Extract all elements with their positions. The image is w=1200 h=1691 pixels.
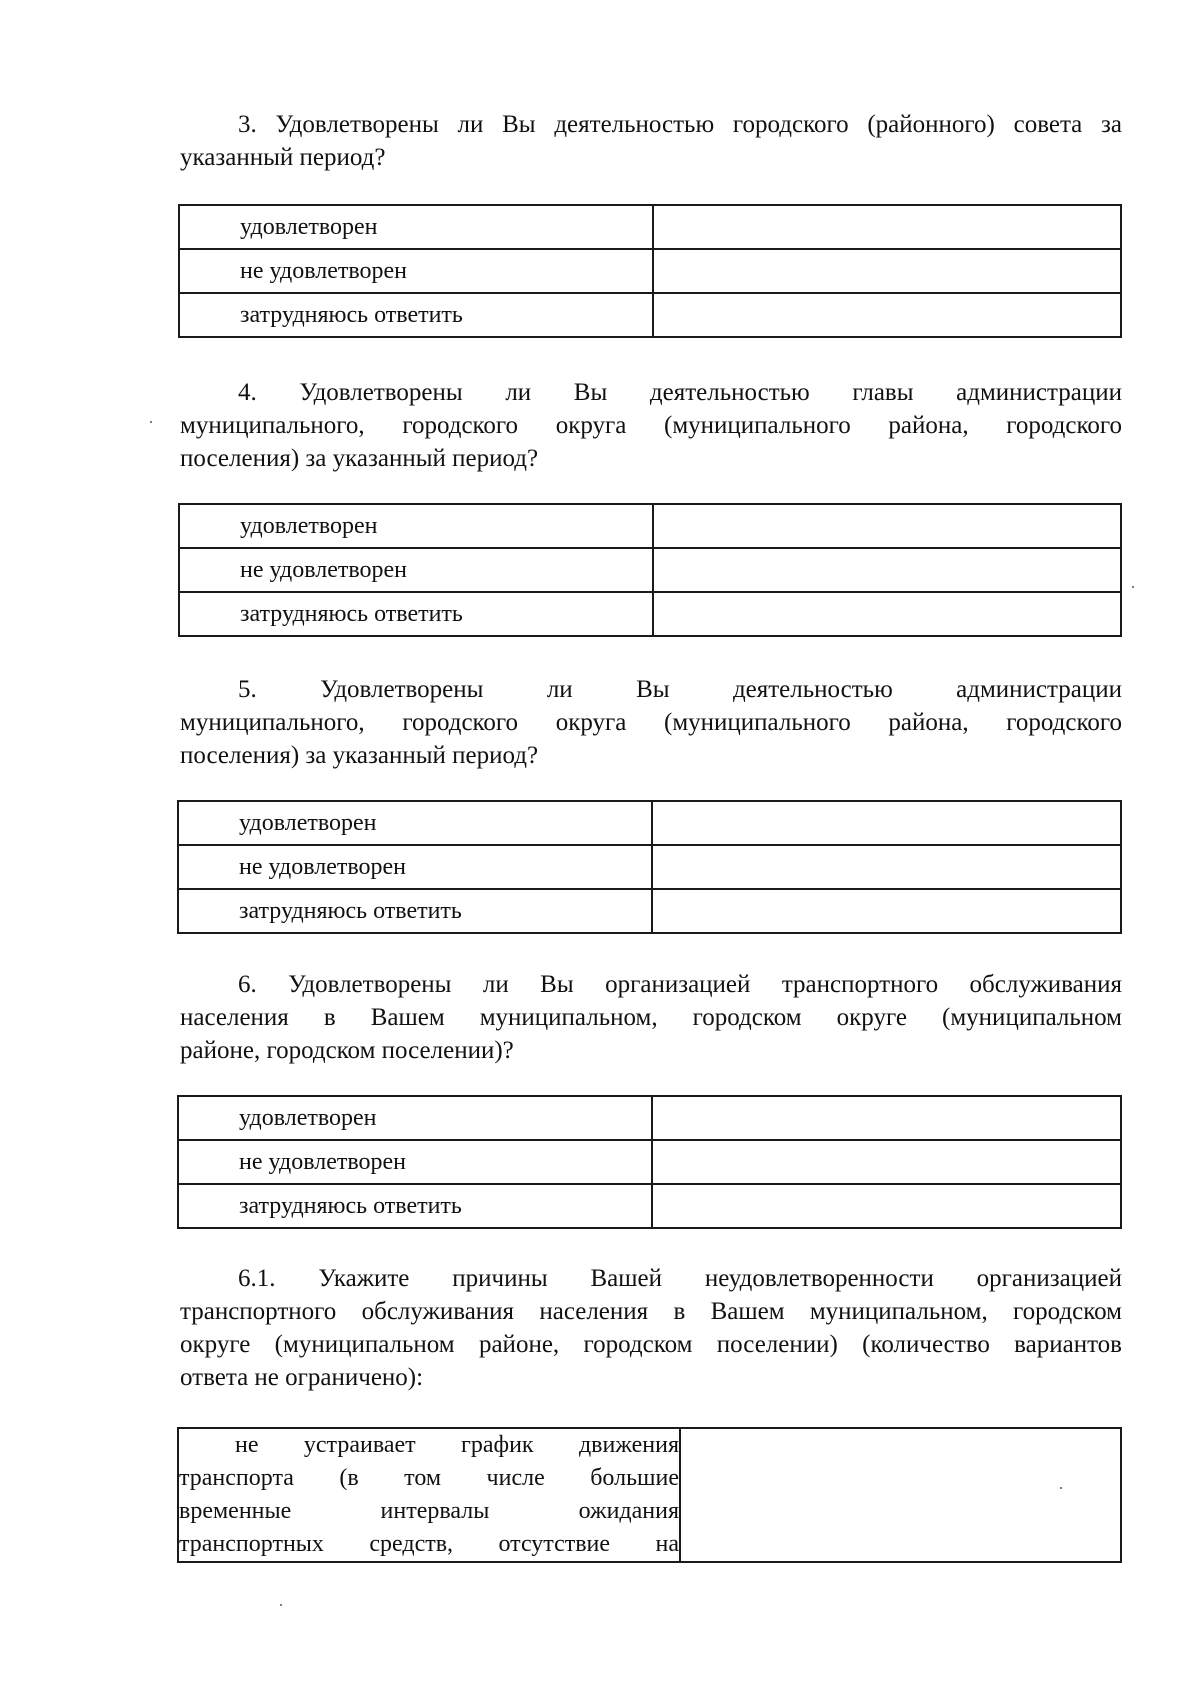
answer-row <box>178 889 1121 933</box>
scan-speck <box>280 1604 282 1606</box>
question-6-line-2: населения в Вашем муниципальном, городском округе (муниципальном <box>180 1004 1122 1031</box>
answer-row <box>178 1140 1121 1184</box>
question-3 <box>180 108 1122 174</box>
question-6-1-line-2: транспортного обслуживания населения в Вашем муниципальном, городском <box>180 1298 1122 1325</box>
answer-row <box>179 249 1121 293</box>
answer-checkbox-cell[interactable] <box>652 1140 1121 1184</box>
answer-row <box>179 504 1121 548</box>
question-5-line-3: поселения) за указанный период? <box>180 742 539 769</box>
answer-row <box>179 548 1121 592</box>
answer-checkbox-cell[interactable] <box>653 504 1121 548</box>
question-6-1 <box>180 1262 1122 1394</box>
scan-speck <box>150 421 152 423</box>
question-6-answer-table <box>177 1095 1122 1229</box>
answer-row <box>179 205 1121 249</box>
question-6-1-line-3: округе (муниципальном районе, городском поселении) (количество вариантов <box>180 1331 1122 1358</box>
reason-checkbox-cell[interactable] <box>680 1428 1121 1562</box>
answer-row <box>179 592 1121 636</box>
answer-row <box>178 1184 1121 1228</box>
answer-label: не удовлетворен <box>179 249 653 293</box>
answer-label: не удовлетворен <box>179 548 653 592</box>
reason-row <box>178 1428 1121 1562</box>
answer-checkbox-cell[interactable] <box>653 205 1121 249</box>
answer-checkbox-cell[interactable] <box>653 249 1121 293</box>
answer-label: не удовлетворен <box>178 845 652 889</box>
answer-checkbox-cell[interactable] <box>652 1184 1121 1228</box>
answer-label: не удовлетворен <box>178 1140 652 1184</box>
answer-label: затрудняюсь ответить <box>178 1184 652 1228</box>
answer-label: удовлетворен <box>178 1096 652 1140</box>
reason-line-1: не устраивает график движения <box>235 1432 679 1458</box>
answer-row <box>178 1096 1121 1140</box>
question-4-line-3: поселения) за указанный период? <box>180 445 539 472</box>
question-4 <box>180 376 1122 475</box>
reason-line-3: временные интервалы ожидания <box>179 1498 679 1524</box>
answer-label: удовлетворен <box>179 504 653 548</box>
scan-speck <box>1132 586 1134 588</box>
answer-checkbox-cell[interactable] <box>652 801 1121 845</box>
question-4-answer-table <box>178 503 1122 637</box>
answer-row <box>179 293 1121 337</box>
reason-line-2: транспорта (в том числе большие <box>179 1465 679 1491</box>
answer-checkbox-cell[interactable] <box>653 548 1121 592</box>
question-3-answer-table <box>178 204 1122 338</box>
question-4-line-2: муниципального, городского округа (муниципального района, городского <box>180 412 1122 439</box>
reason-line-4: транспортных средств, отсутствие на <box>179 1531 679 1557</box>
answer-label: удовлетворен <box>179 205 653 249</box>
question-5-line-2: муниципального, городского округа (муниципального района, городского <box>180 709 1122 736</box>
answer-row <box>178 801 1121 845</box>
answer-label: затрудняюсь ответить <box>179 293 653 337</box>
question-4-line-1: 4. Удовлетворены ли Вы деятельностью главы администрации <box>238 379 1122 406</box>
answer-label: затрудняюсь ответить <box>179 592 653 636</box>
answer-label: затрудняюсь ответить <box>178 889 652 933</box>
question-6-1-answer-table <box>177 1427 1122 1563</box>
answer-label: удовлетворен <box>178 801 652 845</box>
question-6-line-3: районе, городском поселении)? <box>180 1037 514 1064</box>
question-5-answer-table <box>177 800 1122 934</box>
question-6 <box>180 968 1122 1067</box>
question-6-1-line-4: ответа не ограничено): <box>180 1364 424 1391</box>
question-3-line-1: 3. Удовлетворены ли Вы деятельностью городского (районного) совета за <box>238 111 1122 138</box>
answer-checkbox-cell[interactable] <box>652 845 1121 889</box>
question-5 <box>180 673 1122 772</box>
answer-checkbox-cell[interactable] <box>653 592 1121 636</box>
scan-speck <box>1060 1487 1062 1489</box>
question-3-line-2: указанный период? <box>180 144 386 171</box>
question-6-1-line-1: 6.1. Укажите причины Вашей неудовлетворенности организацией <box>238 1265 1122 1292</box>
answer-checkbox-cell[interactable] <box>653 293 1121 337</box>
answer-checkbox-cell[interactable] <box>652 889 1121 933</box>
answer-row <box>178 845 1121 889</box>
answer-checkbox-cell[interactable] <box>652 1096 1121 1140</box>
question-5-line-1: 5. Удовлетворены ли Вы деятельностью администрации <box>238 676 1122 703</box>
question-6-line-1: 6. Удовлетворены ли Вы организацией транспортного обслуживания <box>238 971 1122 998</box>
reason-label <box>178 1428 680 1562</box>
